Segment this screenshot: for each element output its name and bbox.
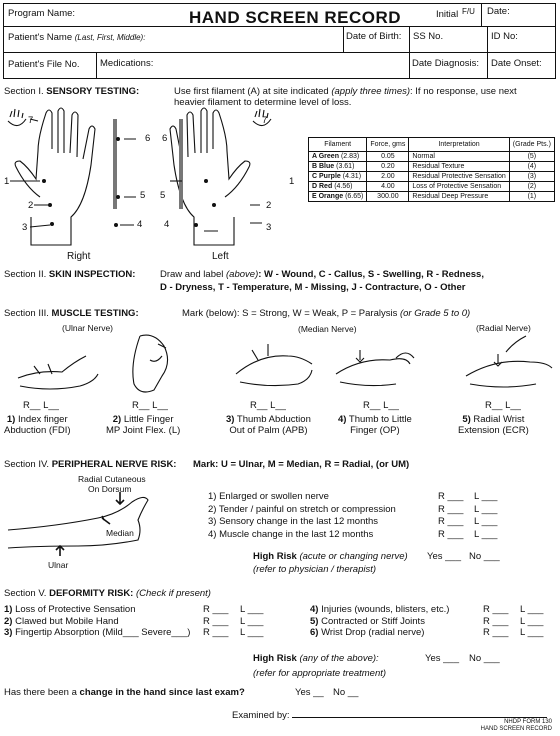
s4-yes[interactable]: Yes ___: [427, 551, 461, 562]
side-field[interactable]: L ___: [474, 503, 498, 515]
section5-heading: Section V. DEFORMITY RISK: (Check if present): [4, 588, 211, 599]
divider: [96, 52, 97, 78]
ulnar-nerve-label: (Ulnar Nerve): [62, 323, 114, 333]
table-cell: Residual Deep Pressure: [409, 192, 509, 202]
muscle-test-label: 4) Thumb to Little Finger (OP): [338, 414, 412, 436]
side-field[interactable]: R ___: [483, 615, 509, 627]
section2-line1: Draw and label (above): W - Wound, C - Callus, S - Swelling, R - Redness,: [160, 269, 484, 280]
deformity-item: 3) Fingertip Absorption (Mild___ Severe___): [4, 627, 191, 638]
nerve-risk-item: 2) Tender / painful on stretch or compression: [208, 503, 396, 515]
table-row: [309, 182, 555, 192]
point-label: 6: [145, 133, 151, 144]
side-field[interactable]: R ___: [438, 516, 464, 527]
divider: [487, 26, 488, 78]
divider: [481, 4, 482, 26]
side-field[interactable]: L ___: [474, 528, 498, 540]
table-cell: 0.20: [367, 162, 409, 172]
point-label: 5: [140, 190, 146, 201]
side-field[interactable]: R ___: [438, 491, 464, 502]
initial-label: Initial: [436, 9, 459, 20]
muscle-score-field[interactable]: R__ L__: [23, 400, 59, 411]
deformity-item: 5) Contracted or Stiff Joints: [310, 615, 425, 627]
table-cell: (3): [509, 172, 554, 182]
table-cell: A Green (2.83): [309, 152, 367, 162]
table-cell: 0.05: [367, 152, 409, 162]
s4-refer: (refer to physician / therapist): [253, 564, 377, 575]
deformity-item: 2) Clawed but Mobile Hand: [4, 615, 119, 627]
table-cell: 300.00: [367, 192, 409, 202]
date-onset-field[interactable]: Date Onset:: [491, 58, 542, 69]
point-label: 5: [160, 190, 166, 201]
deformity-item: 6) Wrist Drop (radial nerve): [310, 627, 425, 638]
side-field[interactable]: R ___: [483, 604, 509, 615]
program-name-field[interactable]: Program Name:: [8, 8, 76, 19]
date-field[interactable]: Date:: [487, 6, 510, 17]
s5-refer: (refer for appropriate treatment): [253, 668, 387, 679]
patient-name-field[interactable]: Patient's Name (Last, First, Middle):: [8, 32, 146, 43]
radial-cutaneous-label: Radial Cutaneous: [78, 474, 146, 484]
section3-heading: Section III. MUSCLE TESTING:: [4, 308, 139, 319]
table-cell: Residual Texture: [409, 162, 509, 172]
radial-nerve-label: (Radial Nerve): [476, 323, 531, 333]
table-header: Filament: [309, 138, 367, 152]
side-field[interactable]: L ___: [520, 627, 544, 638]
table-row: [309, 172, 555, 182]
side-field[interactable]: R ___: [438, 528, 464, 540]
table-header: Interpretation: [409, 138, 509, 152]
divider: [4, 52, 555, 53]
arm-diagram: [0, 490, 200, 560]
side-field[interactable]: L ___: [474, 491, 498, 502]
table-cell: Loss of Protective Sensation: [409, 182, 509, 192]
table-row: [309, 192, 555, 202]
page-title: HAND SCREEN RECORD: [189, 8, 402, 27]
date-diagnosis-field[interactable]: Date Diagnosis:: [412, 58, 480, 69]
file-no-field[interactable]: Patient's File No.: [8, 59, 80, 70]
divider: [409, 52, 410, 78]
muscle-test-label: 3) Thumb Abduction Out of Palm (APB): [226, 414, 311, 436]
table-cell: (5): [509, 152, 554, 162]
idno-field[interactable]: ID No:: [491, 31, 518, 42]
section4-heading: Section IV. PERIPHERAL NERVE RISK:: [4, 459, 177, 470]
table-header: (Grade Pts.): [509, 138, 554, 152]
point-label: 6: [162, 133, 168, 144]
point-label: 2: [28, 200, 34, 211]
table-cell: C Purple (4.31): [309, 172, 367, 182]
section1-instructions-2: heavier filament to determine level of loss.: [174, 97, 352, 108]
nerve-risk-item: 3) Sensory change in the last 12 months: [208, 516, 379, 527]
section4-instructions: Mark: U = Ulnar, M = Median, R = Radial, (or UM): [193, 459, 410, 470]
medications-field[interactable]: Medications:: [100, 58, 154, 69]
point-label: 4: [137, 219, 143, 230]
section2-line2: D - Dryness, T - Temperature, M - Missing, J - Contracture, O - Other: [160, 282, 466, 293]
muscle-score-field[interactable]: R__ L__: [250, 400, 286, 411]
ssno-field[interactable]: SS No.: [413, 31, 444, 42]
section1-heading: Section I. SENSORY TESTING:: [4, 86, 140, 97]
median-label: Median: [106, 528, 134, 538]
table-cell: B Blue (3.61): [309, 162, 367, 172]
fu-label: F/U: [462, 7, 475, 16]
nerve-risk-item: 1) Enlarged or swollen nerve: [208, 491, 329, 502]
deformity-item: 4) Injuries (wounds, blisters, etc.): [310, 604, 450, 615]
section1-instructions: Use first filament (A) at site indicated (apply three times): If no response, use next: [174, 86, 517, 97]
point-label: 1: [289, 176, 295, 187]
table-cell: (1): [509, 192, 554, 202]
side-field[interactable]: R ___: [203, 615, 229, 627]
section3-instructions: Mark (below): S = Strong, W = Weak, P = Paralysis (or Grade 5 to 0): [182, 308, 471, 319]
table-cell: Residual Protective Sensation: [409, 172, 509, 182]
point-label: 3: [22, 222, 28, 233]
table-row: [309, 162, 555, 172]
header-grid: [3, 3, 556, 79]
s5-high-risk: High Risk (any of the above):: [253, 653, 379, 664]
divider: [409, 26, 410, 52]
median-nerve-label: (Median Nerve): [298, 324, 357, 334]
divider: [343, 26, 344, 52]
side-field[interactable]: L ___: [240, 615, 264, 627]
change-yes[interactable]: Yes __: [295, 687, 324, 698]
right-hand-label: Right: [67, 251, 91, 262]
hands-diagram: [0, 105, 300, 265]
deformity-item: 1) Loss of Protective Sensation: [4, 604, 136, 615]
on-dorsum-label: On Dorsum: [88, 484, 132, 494]
point-label: 2: [266, 200, 272, 211]
muscle-test-label: 5) Radial Wrist Extension (ECR): [458, 414, 529, 436]
muscle-score-field[interactable]: R__ L__: [485, 400, 521, 411]
table-cell: 4.00: [367, 182, 409, 192]
table-header: Force, gms: [367, 138, 409, 152]
table-row: [309, 152, 555, 162]
side-field[interactable]: R ___: [203, 627, 229, 638]
left-hand-label: Left: [212, 251, 229, 262]
filament-table: [308, 137, 555, 202]
s5-yes[interactable]: Yes ___: [425, 653, 459, 664]
change-question: Has there been a change in the hand since last exam?: [4, 687, 245, 698]
table-cell: E Orange (6.65): [309, 192, 367, 202]
table-cell: (4): [509, 162, 554, 172]
muscle-test-label: 1) Index finger Abduction (FDI): [4, 414, 71, 436]
side-field[interactable]: L ___: [240, 627, 264, 638]
side-field[interactable]: R ___: [438, 503, 464, 515]
point-label: 3: [266, 222, 272, 233]
side-field[interactable]: L ___: [520, 615, 544, 627]
dob-field[interactable]: Date of Birth:: [346, 31, 402, 42]
muscle-test-drawings: [0, 330, 560, 400]
point-label: 1: [4, 176, 10, 187]
side-field[interactable]: R ___: [483, 627, 509, 638]
side-field[interactable]: L ___: [240, 604, 264, 615]
muscle-score-field[interactable]: R__ L__: [132, 400, 168, 411]
section2-heading: Section II. SKIN INSPECTION:: [4, 269, 136, 280]
muscle-test-label: 2) Little Finger MP Joint Flex. (L): [106, 414, 181, 436]
muscle-score-field[interactable]: R__ L__: [363, 400, 399, 411]
s4-high-risk: High Risk (acute or changing nerve): [253, 551, 408, 562]
table-cell: D Red (4.56): [309, 182, 367, 192]
side-field[interactable]: R ___: [203, 604, 229, 615]
point-label: 7: [262, 115, 268, 126]
table-cell: 2.00: [367, 172, 409, 182]
form-number: NHDP FORM 130: [504, 719, 552, 725]
s5-no[interactable]: No ___: [469, 653, 500, 664]
form-name: HAND SCREEN RECORD: [480, 726, 552, 732]
table-cell: (2): [509, 182, 554, 192]
point-label: 7: [28, 115, 34, 126]
s4-no[interactable]: No ___: [469, 551, 500, 562]
nerve-risk-item: 4) Muscle change in the last 12 months: [208, 528, 374, 540]
change-no[interactable]: No __: [333, 687, 359, 698]
ulnar-label: Ulnar: [48, 560, 69, 570]
table-cell: Normal: [409, 152, 509, 162]
side-field[interactable]: L ___: [520, 604, 544, 615]
point-label: 4: [164, 219, 170, 230]
examined-by-field[interactable]: Examined by:: [232, 710, 547, 721]
side-field[interactable]: L ___: [474, 516, 498, 527]
